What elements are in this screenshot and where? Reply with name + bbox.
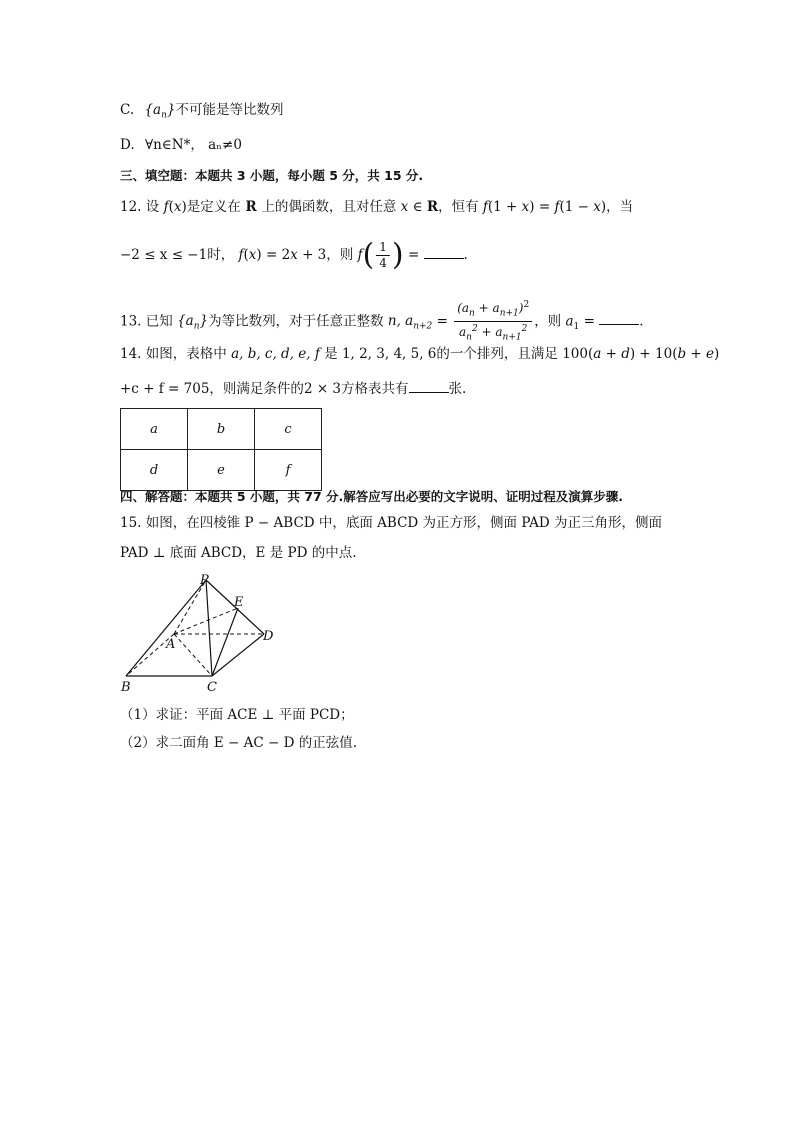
q12-text-b: 是定义在 — [186, 199, 241, 215]
edge-ac-hidden — [174, 634, 212, 676]
edge-ae-hidden — [174, 608, 238, 634]
q12-text-a: 12. 设 — [120, 199, 160, 215]
edge-pc — [206, 580, 212, 676]
fraction-one-quarter: $\frac{1}{4}$ — [376, 240, 390, 271]
table-cell: b — [188, 409, 255, 450]
q13-text-a: 13. 已知 — [120, 313, 173, 330]
option-d — [120, 136, 242, 154]
option-c-text: 不可能是等比数列 — [175, 102, 284, 118]
q14-text-c: 的一个排列，且满足 — [436, 346, 558, 362]
section-3-title: 三、填空题：本题共 3 小题，每小题 5 分，共 15 分. — [120, 168, 424, 183]
option-d-label: D. — [120, 137, 135, 153]
permutation-table — [120, 408, 322, 491]
question-14-line2: +c + f = 705，则满足条件的2 × 3方格表共有 张. — [120, 381, 467, 397]
table-row — [121, 450, 322, 491]
vertex-label-b: B — [121, 680, 131, 695]
vertex-label-c: C — [207, 680, 217, 695]
pyramid-figure — [116, 570, 286, 695]
answer-blank-12 — [424, 246, 464, 259]
answer-blank-14 — [409, 380, 449, 393]
edge-pb — [126, 580, 206, 676]
vertex-label-d: D — [263, 629, 274, 644]
question-15-part1: （1）求证：平面 ACE ⊥ 平面 PCD； — [120, 707, 354, 723]
question-15-line1: 15. 如图，在四棱锥 P − ABCD 中，底面 ABCD 为正方形，侧面 PAD 为正三角形，侧面 — [120, 515, 663, 531]
table-cell: e — [188, 450, 255, 491]
vertex-label-e: E — [234, 595, 244, 610]
q14-line2-c: 张. — [448, 381, 467, 397]
option-c-label: C. — [120, 102, 135, 118]
q12-line2-b: ，则 — [326, 247, 354, 263]
question-12-line1: 12. 设 f(x)是定义在 R 上的偶函数，且对任意 x ∈ R，恒有 f(1 + x) = f(1 − x)，当 — [120, 199, 634, 215]
table-row — [121, 409, 322, 450]
q14-text-b: 是 — [324, 346, 338, 362]
q12-text-d: ，恒有 — [438, 199, 479, 215]
q14-text-a: 14. 如图，表格中 — [120, 346, 227, 362]
question-14-line1: 14. 如图，表格中 a, b, c, d, e, f 是 1, 2, 3, 4, 5, 6的一个排列，且满足 100(a + d) + 10(b + e) — [120, 346, 720, 362]
table-cell: c — [255, 409, 322, 450]
q13-text-c: ，则 — [534, 313, 562, 330]
section-4-title: 四、解答题：本题共 5 小题，共 77 分.解答应写出必要的文字说明、证明过程及演算步骤. — [120, 489, 623, 504]
question-15-part2: （2）求二面角 E − AC − D 的正弦值. — [120, 735, 358, 751]
edge-pa-hidden — [174, 580, 206, 634]
table-cell: d — [121, 450, 188, 491]
table-cell: f — [255, 450, 322, 491]
question-12-line2: −2 ≤ x ≤ −1时， f(x) = 2x + 3，则 f( $\frac{1}{4}$ ) = . — [120, 237, 468, 273]
q14-line2-a: +c + f = 705，则满足条件的 — [120, 381, 304, 397]
q14-line2-b: 方格表共有 — [341, 381, 409, 397]
q12-line2-a: −2 ≤ x ≤ −1时， — [120, 247, 235, 263]
q12-text-c: 上的偶函数，且对任意 — [261, 199, 397, 215]
table-cell: a — [121, 409, 188, 450]
q12-text-e: ，当 — [606, 199, 634, 215]
vertex-label-p: P — [200, 573, 209, 588]
vertex-label-a: A — [166, 637, 176, 652]
question-15-line2: PAD ⊥ 底面 ABCD，E 是 PD 的中点. — [120, 545, 357, 561]
q13-text-b: 为等比数列，对于任意正整数 — [208, 313, 384, 330]
fraction-sequence: $\frac{(a_n + a_{n+1})^2}{a_n^2 + a_{n+1}^2}$ — [454, 298, 532, 346]
q12-line2-c: = — [407, 247, 420, 263]
question-13: 13. 已知 $\{a_n\}$为等比数列，对于任意正整数 n, $a_{n+2}$ = $\frac{(a_n + a_{n+1})^2}{a_n^2 + a_{n+1}^2}$ ，则 $a_1$ = . — [120, 298, 643, 346]
option-d-text: ∀n∈N*， aₙ≠0 — [144, 137, 242, 153]
answer-blank-13 — [599, 312, 639, 325]
option-c: C. $\{a_n\}$不可能是等比数列 — [120, 102, 284, 121]
